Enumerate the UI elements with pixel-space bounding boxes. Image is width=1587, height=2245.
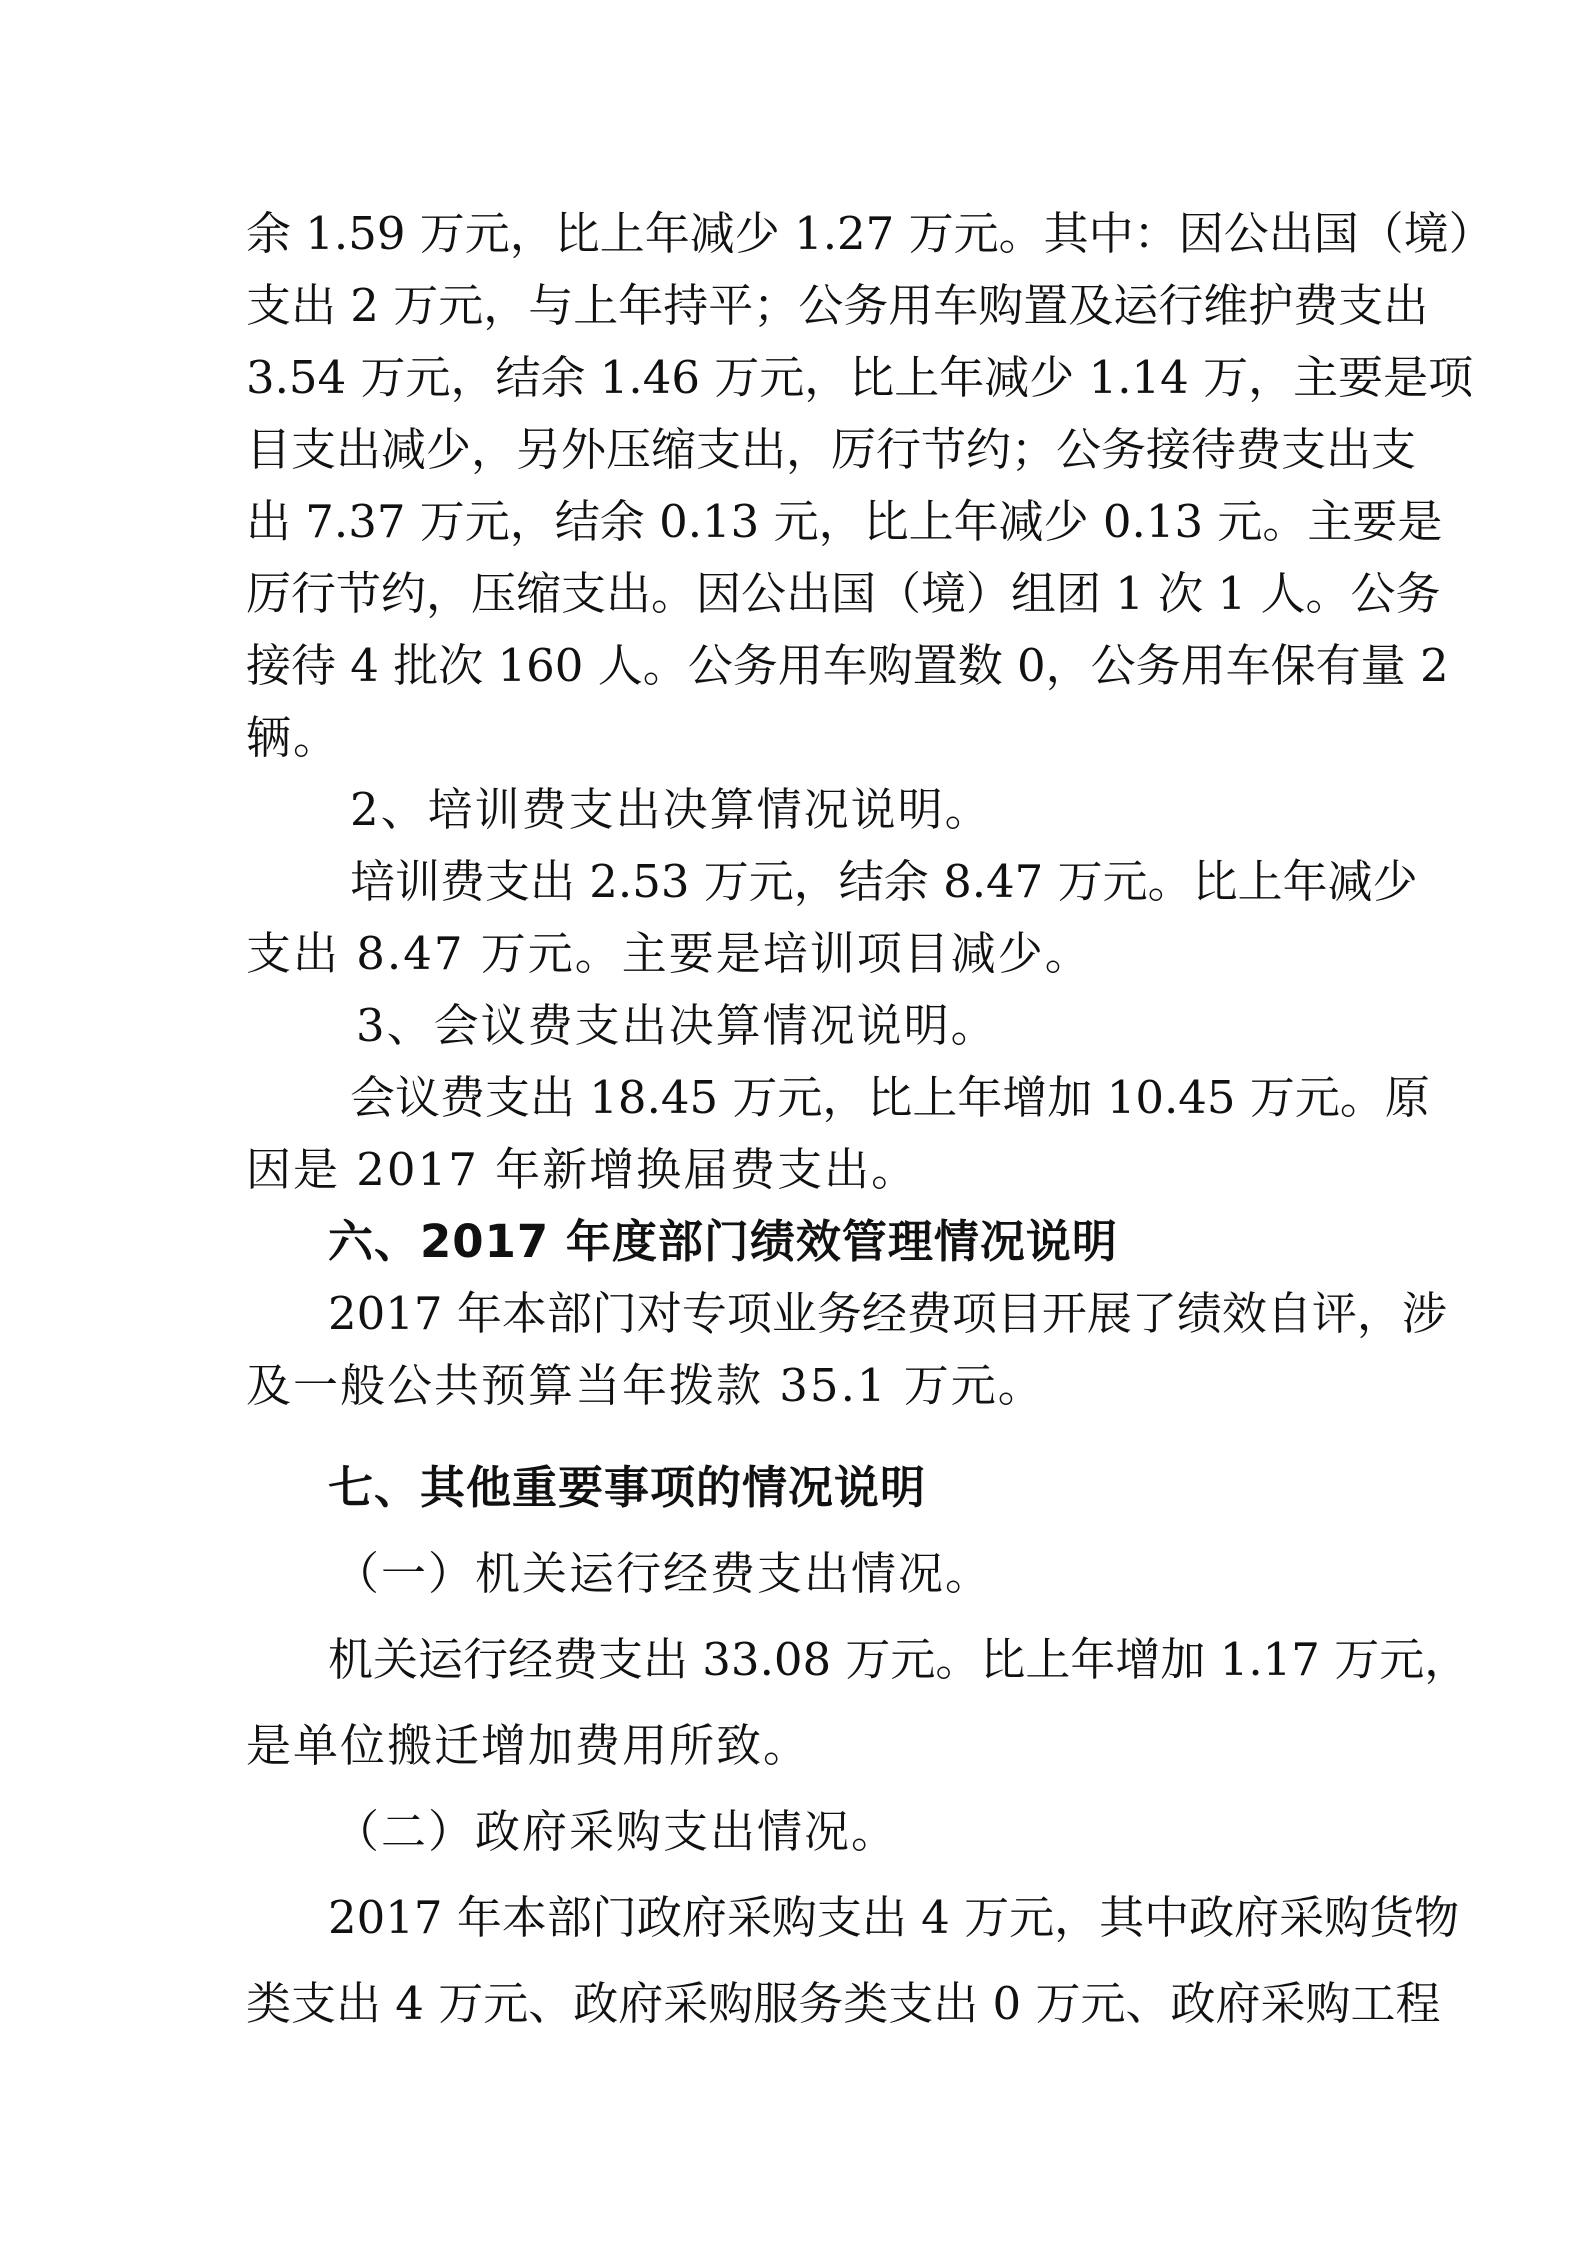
section-heading: 六、2017 年度部门绩效管理情况说明 [328, 1215, 1118, 1268]
paragraph-line: 支出 2 万元，与上年持平；公务用车购置及运行维护费支出 [246, 279, 1429, 332]
paragraph-line: 辆。 [246, 711, 341, 764]
paragraph-line: 厉行节约，压缩支出。因公出国（境）组团 1 次 1 人。公务 [246, 567, 1441, 620]
paragraph-line: 支出 8.47 万元。主要是培训项目减少。 [246, 927, 1092, 980]
paragraph-line: 是单位搬迁增加费用所致。 [246, 1719, 811, 1772]
paragraph-line: 因是 2017 年新增换届费支出。 [246, 1143, 919, 1196]
paragraph-line: 出 7.37 万元，结余 0.13 元，比上年减少 0.13 元。主要是 [246, 495, 1443, 548]
paragraph-line: 3.54 万元，结余 1.46 万元，比上年减少 1.14 万，主要是项 [246, 351, 1474, 404]
paragraph-line: 会议费支出 18.45 万元，比上年增加 10.45 万元。原 [350, 1071, 1430, 1124]
subsection-heading: 2、培训费支出决算情况说明。 [350, 783, 992, 836]
paragraph-line: 目支出减少，另外压缩支出，厉行节约；公务接待费支出支 [246, 423, 1417, 476]
paragraph-line: 培训费支出 2.53 万元，结余 8.47 万元。比上年减少 [350, 855, 1418, 908]
paragraph-line: 余 1.59 万元，比上年减少 1.27 万元。其中：因公出国（境） [246, 207, 1494, 260]
paragraph-line: 机关运行经费支出 33.08 万元。比上年增加 1.17 万元， [328, 1633, 1470, 1686]
paragraph-line: 2017 年本部门对专项业务经费项目开展了绩效自评，涉 [328, 1287, 1447, 1340]
paragraph-line: 接待 4 批次 160 人。公务用车购置数 0，公务用车保有量 2 [246, 639, 1449, 692]
paragraph-line: 类支出 4 万元、政府采购服务类支出 0 万元、政府采购工程 [246, 1977, 1441, 2030]
paragraph-line: 及一般公共预算当年拨款 35.1 万元。 [246, 1359, 1045, 1412]
subsection-heading: （二）政府采购支出情况。 [334, 1805, 899, 1858]
paragraph-line: 2017 年本部门政府采购支出 4 万元，其中政府采购货物 [328, 1891, 1460, 1944]
subsection-heading: （一）机关运行经费支出情况。 [334, 1547, 993, 1600]
section-heading: 七、其他重要事项的情况说明 [328, 1461, 927, 1514]
subsection-heading: 3、会议费支出决算情况说明。 [356, 999, 998, 1052]
